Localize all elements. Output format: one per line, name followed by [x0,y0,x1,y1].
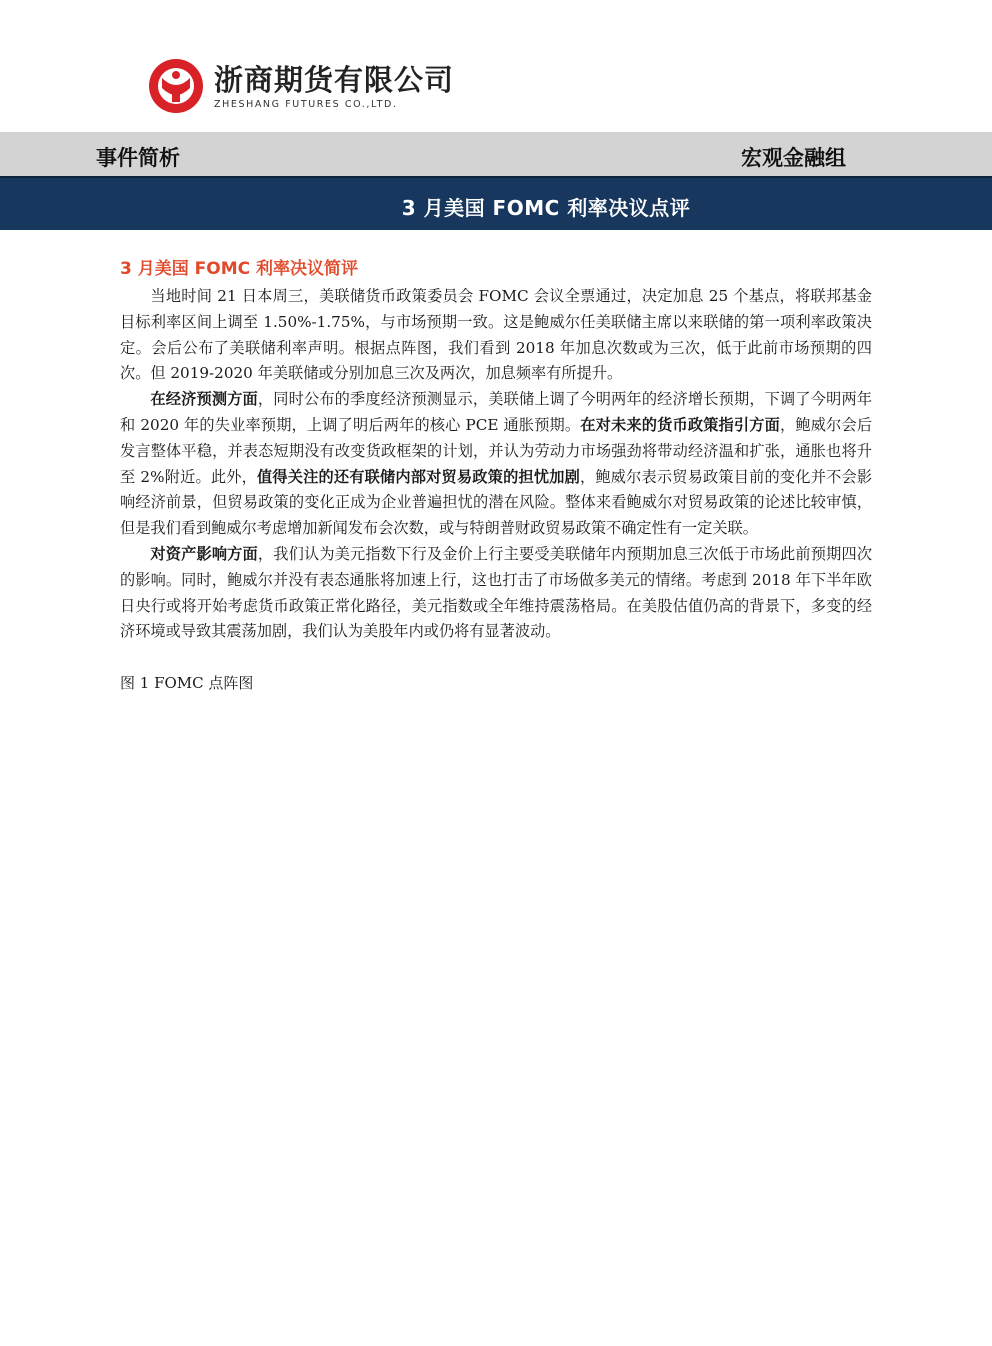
company-logo [148,58,454,114]
paragraph-text: ，鲍威尔表示贸易政策目前的变化并不会影响经济前景，但贸易政策的变化正成为企业普遍担忧的潜在风险。整体来看鲍威尔对贸易政策的论述比较审慎，但是我们看到鲍威尔考虑增加新闻发布会次数，或与特朗普财政贸易政策不确定性有一定关联。 [120,467,873,538]
section-title: 3 月美国 FOMC 利率决议简评 [120,259,359,279]
paragraph-text: ，鲍威尔会后发言整体平稳，并表态短期没有改变货政框架的计划，并认为劳动力市场强劲将带动经济温和扩张，通胀也将升至 2%附近。此外， [120,415,873,486]
paragraph-2 [120,387,872,542]
bold-phrase: 对资产影响方面 [150,544,258,563]
bold-phrase: 在对未来的货币政策指引方面 [580,415,781,434]
report-title: 3 月美国 FOMC 利率决议点评 [401,196,691,220]
paragraph-text: ，我们认为美元指数下行及金价上行主要受美联储年内预期加息三次低于市场此前预期四次的影响。同时，鲍威尔并没有表态通胀将加速上行，这也打击了市场做多美元的情绪。考虑到 2018 年下半年欧日央行或将开始考虑货币政策正常化路径，美元指数或全年维持震荡格局。在美股估值仍高的背景下，多变的经济环境或导致其震荡加剧，我们认为美股年内或仍将有显著波动。 [120,544,873,641]
paragraph-3 [120,542,872,645]
paragraph-text: ，同时公布的季度经济预测显示，美联储上调了今明两年的经济增长预期，下调了今明两年和 2020 年的失业率预期，上调了明后两年的核心 PCE 通胀预期。 [120,390,873,434]
title-band [0,176,992,230]
paragraph-1: 当地时间 21 日本周三，美联储货币政策委员会 FOMC 会议全票通过，决定加息 25 个基点，将联邦基金目标利率区间上调至 1.50%-1.75%，与市场预期一致。这是鲍威尔任美联储主席以来联储的第一项利率政策决定。会后公布了美联储利率声明。根据点阵图，我们看到 2018 年加息次数或为三次，低于此前市场预期的四次。但 2019-2020 年美联储或分别加息三次及两次，加息频率有所提升。 [120,287,872,383]
bold-phrase: 值得关注的还有联储内部对贸易政策的担忧加剧 [256,467,580,486]
company-name-en: ZHESHANG FUTURES CO.,LTD. [214,98,398,110]
team-label: 宏观金融组 [741,146,846,170]
figure-caption: 图 1 FOMC 点阵图 [120,674,254,693]
company-logo-icon [148,58,204,114]
report-type-label: 事件简析 [96,146,180,170]
bold-phrase: 在经济预测方面 [150,390,258,409]
company-name-cn: 浙商期货有限公司 [214,62,455,97]
report-body [120,256,872,695]
category-band [0,132,992,176]
